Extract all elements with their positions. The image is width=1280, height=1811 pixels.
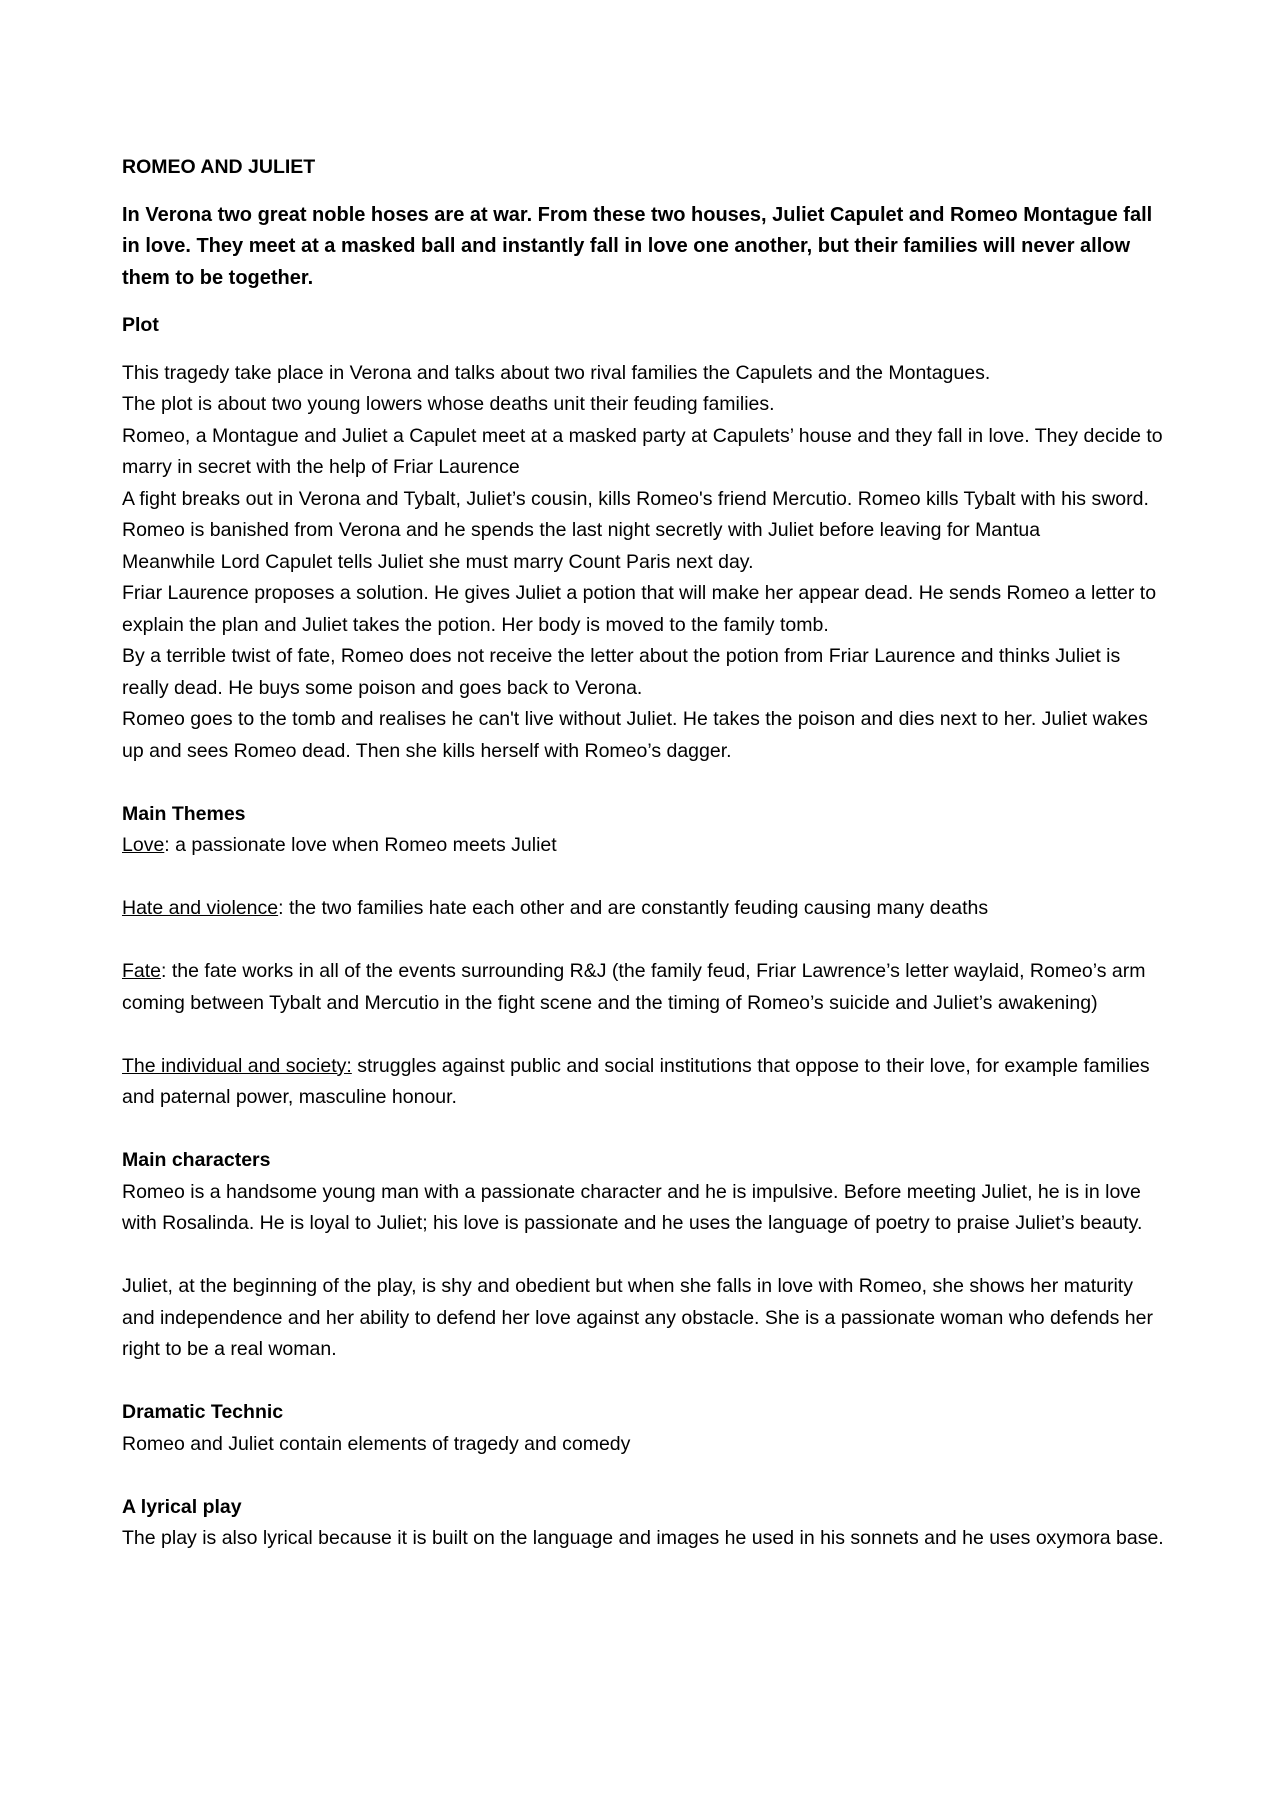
plot-line: By a terrible twist of fate, Romeo does not receive the letter about the potion from Friar Laurence and thinks Juliet is really dead. He buys some poison and goes back to Verona. bbox=[122, 645, 1121, 699]
plot-line: The plot is about two young lowers whose deaths unit their feuding families. bbox=[122, 393, 775, 415]
theme-separator: : bbox=[164, 834, 170, 856]
technic-heading: Dramatic Technic bbox=[122, 1401, 284, 1423]
document-title: ROMEO AND JULIET bbox=[122, 156, 316, 178]
technic-text: Romeo and Juliet contain elements of tragedy and comedy bbox=[122, 1432, 631, 1455]
plot-line: A fight breaks out in Verona and Tybalt, Juliet’s cousin, kills Romeo's friend Mercutio. Romeo kills Tybalt with his sword. Romeo is banished from Verona and he spends the last night secretly with Juliet before leaving for Mantua bbox=[122, 487, 1149, 541]
theme-separator: : bbox=[278, 897, 284, 919]
plot-line: Friar Laurence proposes a solution. He gives Juliet a potion that will make her appear dead. He sends Romeo a letter to explain the plan and Juliet takes the potion. Her body is moved to the family tomb. bbox=[122, 582, 1157, 636]
theme-text: struggles against public and social institutions that oppose to their love, for example families and paternal power, masculine honour. bbox=[122, 1054, 1150, 1108]
character-juliet: Juliet, at the beginning of the play, is shy and obedient but when she falls in love with Romeo, she shows her maturity and independence and her ability to defend her love against any obstacle. She is a passionate woman who defends her right to be a real woman. bbox=[122, 1275, 1153, 1360]
plot-line: Meanwhile Lord Capulet tells Juliet she must marry Count Paris next day. bbox=[122, 550, 754, 573]
character-romeo: Romeo is a handsome young man with a passionate character and he is impulsive. Before meeting Juliet, he is in love with Rosalinda. He is loyal to Juliet; his love is passionate and he uses the language of poetry to praise Juliet’s beauty. bbox=[122, 1180, 1143, 1234]
theme-love bbox=[122, 830, 1168, 862]
themes-heading: Main Themes bbox=[122, 802, 246, 825]
plot-heading: Plot bbox=[122, 314, 159, 336]
document-page bbox=[122, 152, 1168, 1555]
theme-fate bbox=[122, 956, 1168, 1019]
theme-label: Fate bbox=[122, 960, 162, 982]
lyrical-text: The play is also lyrical because it is built on the language and images he used in his sonnets and he uses oxymora base. bbox=[122, 1527, 1164, 1549]
theme-hate bbox=[122, 893, 1168, 925]
theme-label: Hate and violence bbox=[122, 897, 279, 919]
plot-line: This tragedy take place in Verona and talks about two rival families the Capulets and the Montagues. bbox=[122, 361, 991, 384]
plot-section bbox=[122, 358, 1168, 768]
theme-text: a passionate love when Romeo meets Juliet bbox=[169, 834, 557, 856]
theme-text: the fate works in all of the events surrounding R&J (the family feud, Friar Lawrence’s letter waylaid, Romeo’s arm coming between Tybalt and Mercutio in the fight scene and the timing of Romeo’s suicide and Juliet’s awakening) bbox=[122, 960, 1146, 1014]
intro-paragraph: In Verona two great noble hoses are at war. From these two houses, Juliet Capulet and Romeo Montague fall in love. They meet at a masked ball and instantly fall in love one another, but their families will never allow them to be together. bbox=[122, 203, 1153, 289]
plot-line: Romeo, a Montague and Juliet a Capulet meet at a masked party at Capulets’ house and they fall in love. They decide to marry in secret with the help of Friar Laurence bbox=[122, 424, 1163, 478]
theme-label: Love bbox=[122, 834, 165, 856]
theme-separator: : bbox=[161, 960, 167, 982]
theme-text: the two families hate each other and are constantly feuding causing many deaths bbox=[283, 897, 989, 919]
lyrical-heading: A lyrical play bbox=[122, 1495, 242, 1518]
theme-label: The individual and society: bbox=[122, 1054, 352, 1077]
theme-society bbox=[122, 1051, 1168, 1114]
characters-heading: Main characters bbox=[122, 1149, 271, 1171]
plot-line: Romeo goes to the tomb and realises he can't live without Juliet. He takes the poison and dies next to her. Juliet wakes up and sees Romeo dead. Then she kills herself with Romeo’s dagger. bbox=[122, 708, 1148, 762]
